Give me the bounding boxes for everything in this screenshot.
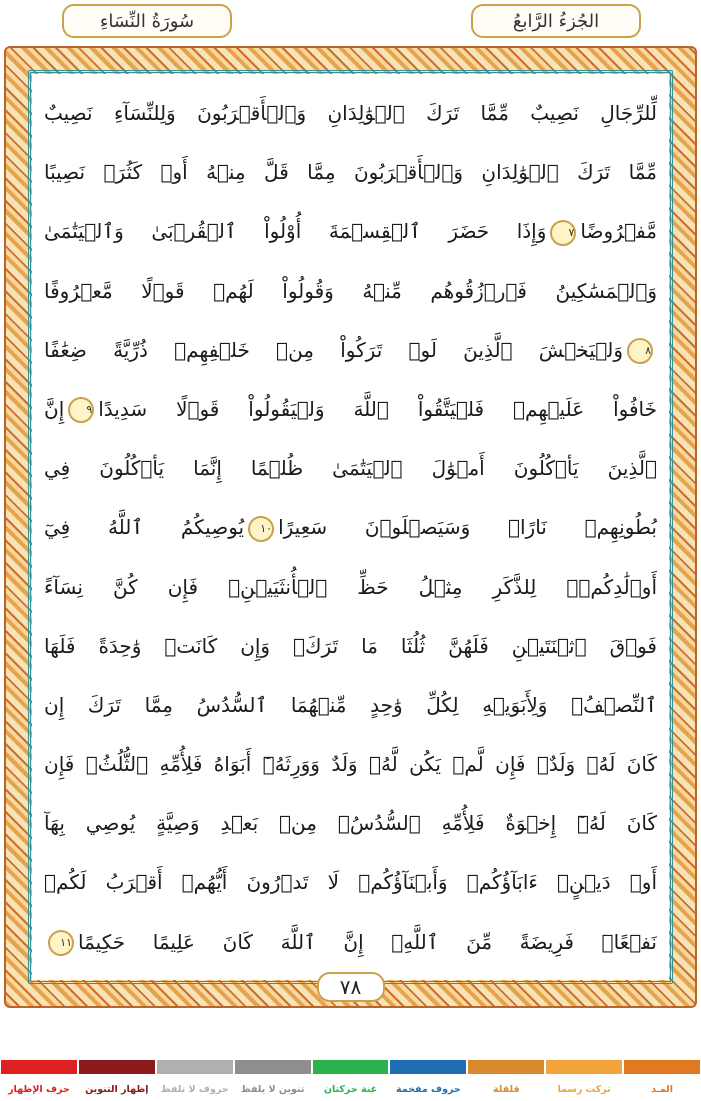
ayah-number-marker: ٧ [550, 220, 576, 246]
ayah-number-marker: ١٠ [248, 516, 274, 542]
verse-text: مَّفۡرُوضًا [580, 219, 657, 244]
verse-text: بُطُونِهِمۡ نَارًاۖ وَسَيَصۡلَوۡنَ سَعِيرًا [278, 515, 657, 540]
legend-label: حروف لا تلفظ [160, 1084, 229, 1095]
ayah-number-marker: ٨ [627, 338, 653, 364]
verse-text: لِّلرِّجَالِ نَصِيبٌ مِّمَّا تَرَكَ ٱلۡوَٰلِدَانِ وَٱلۡأَقۡرَبُونَ وَلِلنِّسَآءِ نَصِيبٌ [44, 101, 657, 125]
verse-line [44, 84, 657, 143]
legend-label: المـد [651, 1084, 674, 1095]
verse-line [44, 202, 657, 261]
surah-name-box [62, 4, 232, 38]
surah-name: سُورَةُ النِّسَاءِ [99, 10, 195, 32]
legend-color-swatch [157, 1060, 233, 1074]
juz-name: الجُزءُ الرَّابعُ [512, 10, 600, 32]
verse-text: كَانَ لَهُۥٓ إِخۡوَةٌ فَلِأُمِّهِ ٱلسُّدُسُۚ مِنۢ بَعۡدِ وَصِيَّةٍ يُوصِي بِهَآ [44, 811, 657, 836]
verse-text: خَافُواْ عَلَيۡهِمۡ فَلۡيَتَّقُواْ ٱللَّهَ وَلۡيَقُولُواْ قَوۡلًا سَدِيدًا [98, 396, 657, 421]
text-area [32, 74, 669, 980]
tajweed-legend-labels [0, 1080, 701, 1100]
legend-label: قلقلة [492, 1084, 520, 1095]
verse-text: وَلۡيَخۡشَ ٱلَّذِينَ لَوۡ تَرَكُواْ مِنۡ خَلۡفِهِمۡ ذُرِّيَّةً ضِعَٰفًا [44, 337, 623, 362]
page-number: ٧٨ [317, 972, 385, 1002]
legend-label: غنة حركتان [323, 1084, 378, 1095]
verse-text: كَانَ لَهُۥ وَلَدٌۚ فَإِن لَّمۡ يَكُن لَّهُۥ وَلَدٌ وَوَرِثَهُۥٓ أَبَوَاهُ فَلِأُمِّهِ ٱلثُّلُثُۚ فَإِن [44, 752, 657, 777]
tajweed-legend-bar [0, 1060, 701, 1074]
verse-line [44, 853, 657, 912]
verse-line [44, 380, 657, 439]
verse-text: يُوصِيكُمُ ٱللَّهُ فِيٓ [44, 515, 245, 540]
legend-color-swatch [313, 1060, 389, 1074]
juz-name-box [471, 4, 641, 38]
verse-line [44, 617, 657, 676]
ayah-number-marker: ١١ [48, 930, 74, 956]
verse-line [44, 558, 657, 617]
verse-text: ٱلَّذِينَ يَأۡكُلُونَ أَمۡوَٰلَ ٱلۡيَتَٰمَىٰ ظُلۡمًا إِنَّمَا يَأۡكُلُونَ فِي [44, 456, 657, 481]
ayah-number-marker: ٩ [68, 397, 94, 423]
legend-label: إظهار التنوين [85, 1084, 149, 1095]
verse-text: وَإِذَا حَضَرَ ٱلۡقِسۡمَةَ أُوْلُواْ ٱلۡقُرۡبَىٰ وَٱلۡيَتَٰمَىٰ [44, 219, 547, 244]
legend-label: تنوين لا يلفظ [240, 1084, 305, 1095]
verse-line [44, 262, 657, 321]
page-header [0, 0, 701, 46]
legend-color-swatch [546, 1060, 622, 1074]
verse-text: أَوۡلَٰدِكُمۡۖ لِلذَّكَرِ مِثۡلُ حَظِّ ٱلۡأُنثَيَيۡنِۚ فَإِن كُنَّ نِسَآءً [44, 574, 657, 599]
verse-text: أَوۡ دَيۡنٍۗ ءَابَآؤُكُمۡ وَأَبۡنَآؤُكُمۡ لَا تَدۡرُونَ أَيُّهُمۡ أَقۡرَبُ لَكُمۡ [44, 870, 657, 895]
verse-text: ٱلنِّصۡفُۚ وَلِأَبَوَيۡهِ لِكُلِّ وَٰحِدٍ مِّنۡهُمَا ٱلسُّدُسُ مِمَّا تَرَكَ إِن [44, 692, 657, 717]
verse-text: مِّمَّا تَرَكَ ٱلۡوَٰلِدَانِ وَٱلۡأَقۡرَبُونَ مِمَّا قَلَّ مِنۡهُ أَوۡ كَثُرَۚ نَصِيبًا [44, 160, 657, 185]
ornamental-frame [4, 46, 697, 1008]
verse-text: نَفۡعًاۚ فَرِيضَةً مِّنَ ٱللَّهِۗ إِنَّ ٱللَّهَ كَانَ عَلِيمًا حَكِيمًا [78, 929, 657, 954]
verse-line [44, 321, 657, 380]
verse-line [44, 676, 657, 735]
verse-line [44, 735, 657, 794]
legend-color-swatch [79, 1060, 155, 1074]
verse-text: إِنَّ [44, 396, 65, 421]
legend-label: حرف الإظهار [8, 1084, 70, 1095]
legend-color-swatch [468, 1060, 544, 1074]
legend-color-swatch [624, 1060, 700, 1074]
legend-label: حروف مفخمة [396, 1084, 461, 1095]
legend-label: تركت رسما [557, 1084, 611, 1095]
legend-color-swatch [390, 1060, 466, 1074]
verse-text: فَوۡقَ ٱثۡنَتَيۡنِ فَلَهُنَّ ثُلُثَا مَا تَرَكَۖ وَإِن كَانَتۡ وَٰحِدَةً فَلَهَا [44, 633, 657, 658]
legend-color-swatch [235, 1060, 311, 1074]
verse-line [44, 498, 657, 557]
verse-line [44, 439, 657, 498]
verse-lines [44, 84, 657, 972]
verse-text: وَٱلۡمَسَٰكِينُ فَٱرۡزُقُوهُم مِّنۡهُ وَقُولُواْ لَهُمۡ قَوۡلًا مَّعۡرُوفًا [44, 278, 657, 303]
verse-line [44, 794, 657, 853]
verse-line [44, 913, 657, 972]
verse-line [44, 143, 657, 202]
legend-color-swatch [1, 1060, 77, 1074]
